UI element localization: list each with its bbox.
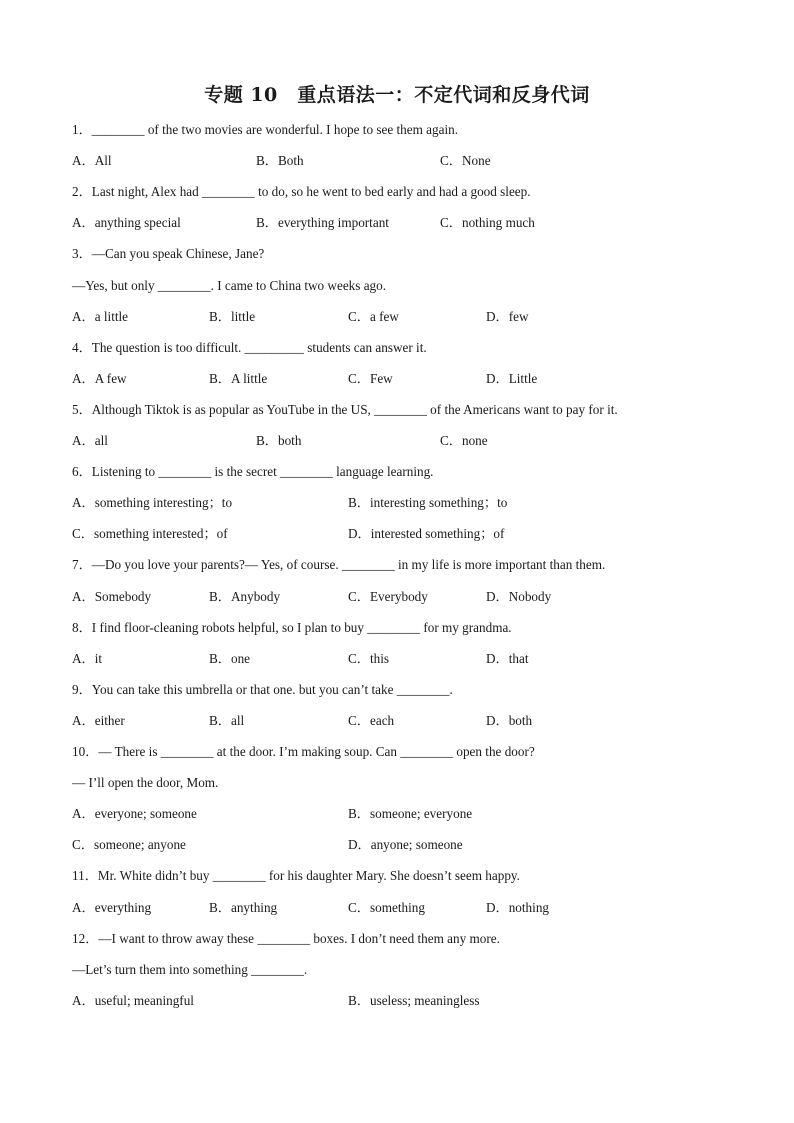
- answer-option: C．Few: [348, 370, 393, 386]
- options-row: [72, 526, 752, 542]
- question-dialogue-line: — I’ll open the door, Mom.: [72, 775, 219, 791]
- options-row: [72, 309, 752, 325]
- answer-option: C．none: [440, 433, 488, 448]
- answer-option: B．Both: [256, 153, 304, 169]
- answer-option: D．few: [486, 308, 529, 324]
- answer-option: B．one: [209, 650, 251, 666]
- answer-option: A．useful; meaningful: [72, 992, 194, 1008]
- answer-option: A．everything: [72, 899, 152, 915]
- options-row: [72, 806, 752, 822]
- answer-option: C．a few: [348, 308, 399, 324]
- answer-option: C．nothing much: [440, 215, 535, 231]
- question-stem: 9．You can take this umbrella or that one. but you can’t take ________.: [72, 681, 453, 697]
- answer-option: A．something interesting；to: [72, 495, 233, 511]
- options-row: [72, 495, 752, 511]
- answer-option: A．anything special: [72, 215, 181, 231]
- options-row: [72, 215, 752, 231]
- answer-option: A．a little: [72, 308, 129, 324]
- answer-option: B．A little: [209, 370, 268, 386]
- answer-option: A．it: [72, 650, 103, 666]
- question-stem: 10．— There is ________ at the door. I’m making soup. Can ________ open the door?: [72, 744, 535, 759]
- question-dialogue-line: —Let’s turn them into something ________.: [72, 961, 308, 977]
- options-row: [72, 900, 752, 916]
- options-row: [72, 651, 752, 667]
- question-stem: 3．—Can you speak Chinese, Jane?: [72, 246, 265, 262]
- answer-option: B．Anybody: [209, 588, 281, 604]
- options-row: [72, 837, 752, 853]
- question-stem: 12．—I want to throw away these ________ boxes. I don’t need them any more.: [72, 930, 500, 946]
- answer-option: D．interested something；of: [348, 526, 505, 542]
- answer-option: D．both: [486, 712, 533, 728]
- answer-option: B．little: [209, 308, 256, 324]
- question-stem: 4．The question is too difficult. _________ students can answer it.: [72, 339, 427, 355]
- answer-option: B．someone; everyone: [348, 806, 473, 822]
- answer-option: C．something interested；of: [72, 526, 228, 542]
- answer-option: C．None: [440, 153, 491, 169]
- options-row: [72, 993, 752, 1009]
- answer-option: C．something: [348, 899, 425, 915]
- answer-option: C．this: [348, 650, 390, 666]
- options-row: [72, 153, 752, 169]
- answer-option: B．anything: [209, 899, 278, 915]
- options-row: [72, 371, 752, 387]
- question-stem: 11．Mr. White didn’t buy ________ for his daughter Mary. She doesn’t seem happy.: [72, 868, 520, 884]
- answer-option: A．Somebody: [72, 588, 152, 604]
- answer-option: B．all: [209, 712, 245, 728]
- answer-option: B．everything important: [256, 215, 389, 231]
- answer-option: B．useless; meaningless: [348, 992, 480, 1008]
- question-stem: 2．Last night, Alex had ________ to do, so he went to bed early and had a good sleep.: [72, 184, 531, 200]
- answer-option: A．A few: [72, 370, 127, 386]
- answer-option: B．interesting something；to: [348, 495, 508, 511]
- options-row: [72, 589, 752, 605]
- page-title: 专题 10 重点语法一：不定代词和反身代词: [204, 84, 590, 106]
- question-stem: 8．I find floor-cleaning robots helpful, so I plan to buy ________ for my grandma.: [72, 619, 512, 635]
- answer-option: A．either: [72, 712, 125, 728]
- options-row: [72, 713, 752, 729]
- answer-option: A．everyone; someone: [72, 806, 197, 822]
- answer-option: D．Nobody: [486, 588, 552, 604]
- question-stem: 5．Although Tiktok is as popular as YouTube in the US, ________ of the Americans want to pay for it.: [72, 401, 618, 417]
- answer-option: B．both: [256, 433, 302, 448]
- answer-option: D．Little: [486, 370, 538, 386]
- answer-option: A．All: [72, 153, 112, 169]
- answer-option: D．nothing: [486, 899, 550, 915]
- answer-option: D．that: [486, 650, 529, 666]
- answer-option: C．someone; anyone: [72, 837, 186, 853]
- options-row: [72, 433, 752, 449]
- answer-option: C．each: [348, 712, 395, 728]
- answer-option: A．all: [72, 433, 108, 448]
- question-stem: 7．—Do you love your parents?— Yes, of course. ________ in my life is more important than them.: [72, 557, 606, 573]
- question-stem: 1．________ of the two movies are wonderful. I hope to see them again.: [72, 122, 459, 137]
- question-dialogue-line: —Yes, but only ________. I came to China two weeks ago.: [72, 277, 387, 293]
- answer-option: D．anyone; someone: [348, 837, 463, 853]
- answer-option: C．Everybody: [348, 588, 428, 604]
- question-stem: 6．Listening to ________ is the secret ________ language learning.: [72, 464, 434, 480]
